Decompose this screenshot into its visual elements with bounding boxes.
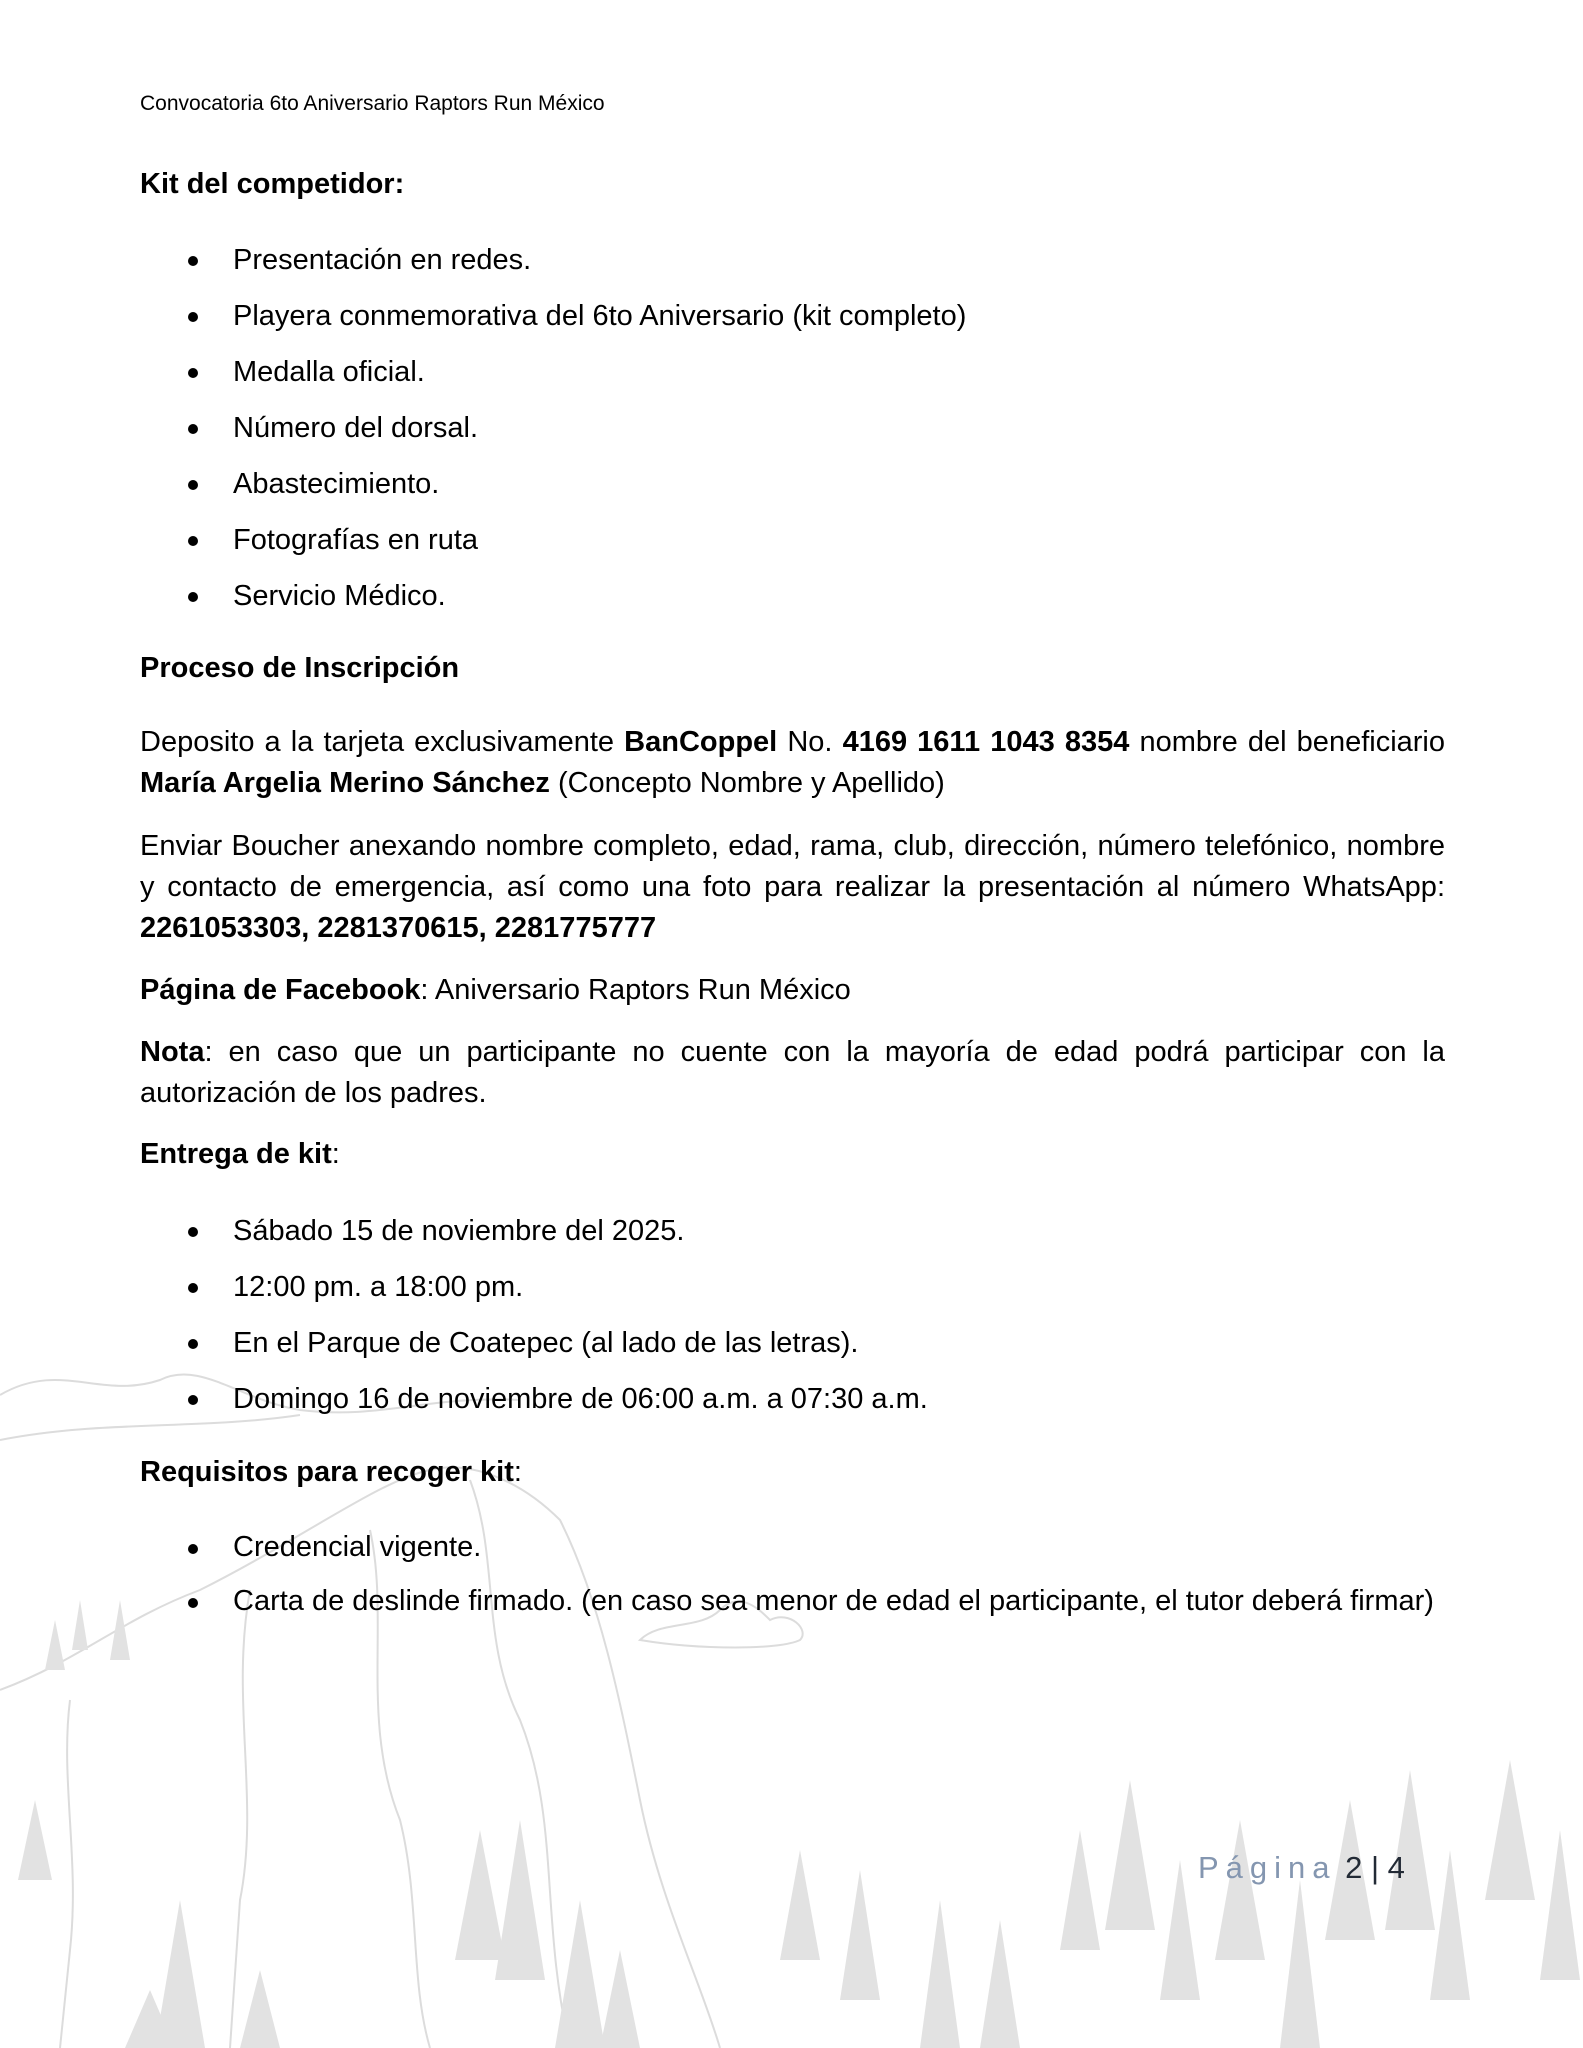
list-item: Carta de deslinde firmado. (en caso sea menor de edad el participante, el tutor deberá firmar) (140, 1574, 1445, 1628)
bank-name: BanCoppel (624, 726, 778, 758)
note-label: Nota (140, 1036, 205, 1068)
kit-heading: Kit del competidor: (140, 168, 405, 200)
facebook-paragraph: Página de Facebook: Aniversario Raptors Run México (140, 974, 851, 1006)
list-item: Playera conmemorativa del 6to Aniversario (kit completo) (140, 288, 1445, 344)
bullet-icon (188, 312, 198, 322)
note-paragraph: Nota: en caso que un participante no cuente con la mayoría de edad podrá participar con la autorización de los padres. (140, 1036, 1445, 1109)
bullet-icon (188, 1598, 198, 1608)
facebook-label: Página de Facebook (140, 974, 421, 1006)
list-item: Medalla oficial. (140, 344, 1445, 400)
pine-trees (18, 1600, 1580, 2048)
voucher-paragraph: Enviar Boucher anexando nombre completo, edad, rama, club, dirección, número telefónico, nombre y contacto de emergencia, así como una foto para realizar la presentación al número WhatsApp: 2261053303, 2281370615, 2281775777 (140, 830, 1445, 944)
kit-list (140, 232, 1445, 624)
delivery-heading: Entrega de kit: (140, 1138, 340, 1170)
list-item: Presentación en redes. (140, 232, 1445, 288)
bullet-icon (188, 1395, 198, 1405)
list-item: Número del dorsal. (140, 400, 1445, 456)
list-item: 12:00 pm. a 18:00 pm. (140, 1259, 1445, 1315)
bullet-icon (188, 368, 198, 378)
bullet-icon (188, 1339, 198, 1349)
page-number-footer (1198, 1850, 1405, 1886)
list-item: Sábado 15 de noviembre del 2025. (140, 1203, 1445, 1259)
list-item: En el Parque de Coatepec (al lado de las letras). (140, 1315, 1445, 1371)
running-header: Convocatoria 6to Aniversario Raptors Run México (140, 92, 605, 115)
whatsapp-numbers: 2261053303, 2281370615, 2281775777 (140, 912, 657, 944)
bullet-icon (188, 1544, 198, 1554)
list-item: Domingo 16 de noviembre de 06:00 a.m. a 07:30 a.m. (140, 1371, 1445, 1427)
list-item: Abastecimiento. (140, 456, 1445, 512)
requirements-list (140, 1520, 1445, 1628)
bullet-icon (188, 256, 198, 266)
bullet-icon (188, 1227, 198, 1237)
list-item: Credencial vigente. (140, 1520, 1445, 1574)
page-label: Página (1198, 1850, 1337, 1885)
list-item: Servicio Médico. (140, 568, 1445, 624)
card-number: 4169 1611 1043 8354 (842, 726, 1130, 758)
delivery-list (140, 1203, 1445, 1427)
list-item: Fotografías en ruta (140, 512, 1445, 568)
page-number: 2 | 4 (1345, 1850, 1405, 1885)
requirements-heading: Requisitos para recoger kit: (140, 1456, 522, 1488)
bullet-icon (188, 424, 198, 434)
bullet-icon (188, 1283, 198, 1293)
bullet-icon (188, 536, 198, 546)
bullet-icon (188, 592, 198, 602)
beneficiary-name: María Argelia Merino Sánchez (140, 767, 550, 799)
deposit-paragraph: Deposito a la tarjeta exclusivamente BanCoppel No. 4169 1611 1043 8354 nombre del beneficiario María Argelia Merino Sánchez (Concepto Nombre y Apellido) (140, 726, 1445, 799)
registration-heading: Proceso de Inscripción (140, 652, 460, 684)
bullet-icon (188, 480, 198, 490)
